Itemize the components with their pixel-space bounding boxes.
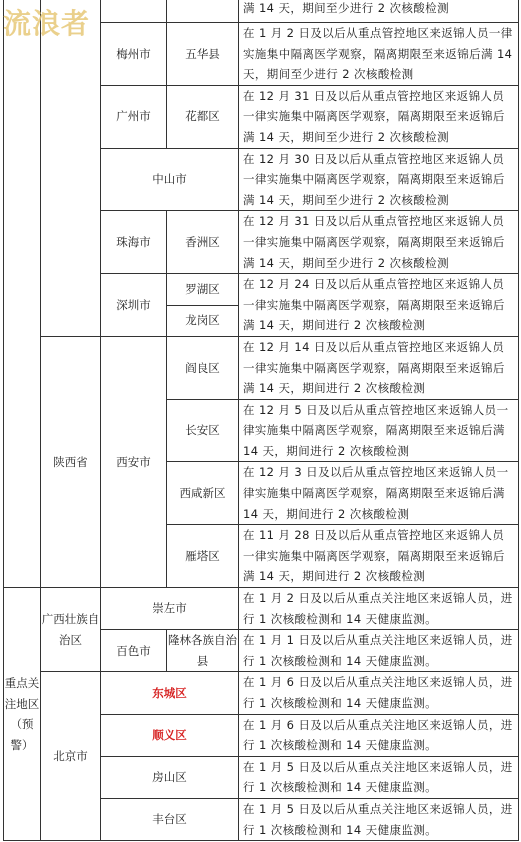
county-cell: 隆林各族自治县	[167, 630, 239, 672]
policy-text: 在 1 月 2 日及以后从重点关注地区来返锦人员，进行 1 次核酸检测和 14 天健康监测。	[239, 588, 519, 630]
policy-text: 在 12 月 5 日及以后从重点管控地区来返锦人员一律实施集中隔离医学观察，隔离期限至来返锦后满 14 天，期间进行 2 次核酸检测	[239, 399, 519, 462]
table-row	[4, 588, 519, 630]
district-cell: 丰台区	[101, 798, 239, 840]
policy-text: 在 12 月 30 日及以后从重点管控地区来返锦人员一律实施集中隔离医学观察，隔离期限至来返锦后满 14 天，期间至少进行 2 次核酸检测	[239, 148, 519, 211]
county-cell: 西咸新区	[167, 462, 239, 525]
district-cell-highlight: 顺义区	[101, 714, 239, 756]
policy-text: 在 1 月 2 日及以后从重点管控地区来返锦人员一律实施集中隔离医学观察，隔离期限至来返锦后满 14 天，期间至少进行 2 次核酸检测	[239, 23, 519, 86]
county-cell: 长安区	[167, 399, 239, 462]
city-cell: 梅州市	[101, 23, 167, 86]
category-cell: 重点关注地区（预警）	[4, 588, 41, 841]
policy-text: 在 12 月 31 日及以后从重点管控地区来返锦人员一律实施集中隔离医学观察，隔离期限至来返锦后满 14 天，期间至少进行 2 次核酸检测	[239, 85, 519, 148]
policy-text: 在 12 月 3 日及以后从重点管控地区来返锦人员一律实施集中隔离医学观察，隔离期限至来返锦后满 14 天，期间进行 2 次核酸检测	[239, 462, 519, 525]
policy-text: 在 1 月 6 日及以后从重点关注地区来返锦人员，进行 1 次核酸检测和 14 天健康监测。	[239, 714, 519, 756]
city-cell: 广州市	[101, 85, 167, 148]
policy-text: 在 12 月 24 日及以后从重点管控地区来返锦人员一律实施集中隔离医学观察，隔离期限至来返锦后满 14 天，期间进行 2 次核酸检测	[239, 274, 519, 337]
county-cell: 雁塔区	[167, 525, 239, 588]
city-cell: 中山市	[101, 148, 239, 211]
province-cell: 陕西省	[41, 336, 101, 587]
province-cell: 北京市	[41, 672, 101, 841]
table-row	[4, 672, 519, 714]
district-cell-highlight: 东城区	[101, 672, 239, 714]
watermark-logo: 流浪者	[3, 7, 91, 40]
city-cell: 珠海市	[101, 211, 167, 274]
policy-text: 在 1 月 5 日及以后从重点关注地区来返锦人员，进行 1 次核酸检测和 14 天健康监测。	[239, 798, 519, 840]
district-cell: 房山区	[101, 756, 239, 798]
policy-text: 在 1 月 1 日及以后从重点关注地区来返锦人员，进行 1 次核酸检测和 14 天健康监测。	[239, 630, 519, 672]
county-cell: 花都区	[167, 85, 239, 148]
county-cell	[167, 0, 239, 23]
county-cell: 龙岗区	[167, 305, 239, 336]
county-cell: 香洲区	[167, 211, 239, 274]
county-cell: 阎良区	[167, 336, 239, 399]
city-cell: 深圳市	[101, 274, 167, 337]
table-row	[4, 0, 519, 23]
policy-text: 在 12 月 14 日及以后从重点管控地区来返锦人员一律实施集中隔离医学观察，隔离期限至来返锦后满 14 天，期间进行 2 次核酸检测	[239, 336, 519, 399]
policy-text: 满 14 天，期间至少进行 2 次核酸检测	[239, 0, 519, 23]
policy-text: 在 11 月 28 日及以后从重点管控地区来返锦人员一律实施集中隔离医学观察，隔离期限至来返锦后满 14 天，期间进行 2 次核酸检测	[239, 525, 519, 588]
city-cell: 西安市	[101, 336, 167, 587]
county-cell: 罗湖区	[167, 274, 239, 305]
policy-text: 在 1 月 5 日及以后从重点关注地区来返锦人员，进行 1 次核酸检测和 14 天健康监测。	[239, 756, 519, 798]
category-cell	[4, 0, 41, 588]
region-policy-table	[3, 0, 519, 841]
province-cell	[41, 0, 101, 336]
policy-text: 在 12 月 31 日及以后从重点管控地区来返锦人员一律实施集中隔离医学观察，隔离期限至来返锦后满 14 天，期间至少进行 2 次核酸检测	[239, 211, 519, 274]
county-cell: 五华县	[167, 23, 239, 86]
city-cell: 崇左市	[101, 588, 239, 630]
province-cell: 广西壮族自治区	[41, 588, 101, 672]
city-cell: 百色市	[101, 630, 167, 672]
table-row	[4, 336, 519, 399]
policy-text: 在 1 月 6 日及以后从重点关注地区来返锦人员，进行 1 次核酸检测和 14 天健康监测。	[239, 672, 519, 714]
city-cell	[101, 0, 167, 23]
